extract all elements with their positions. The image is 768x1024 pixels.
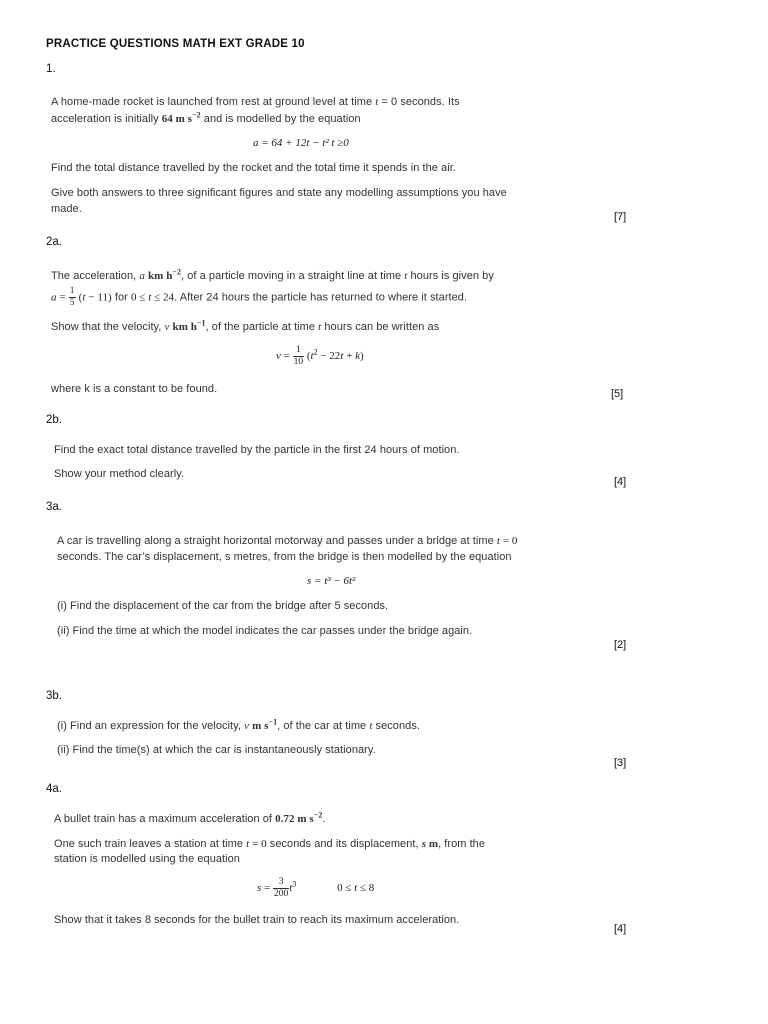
question-4a-equation: s = $\frac{3}{200}$ $t^3$ 0 ≤ t ≤ 8: [257, 877, 375, 899]
question-4a-line-4: Show that it takes 8 seconds for the bullet train to reach its maximum acceleration.: [54, 914, 460, 926]
question-2a-number: 2a.: [46, 236, 62, 248]
page-title: PRACTICE QUESTIONS MATH EXT GRADE 10: [46, 38, 305, 50]
question-3a-number: 3a.: [46, 501, 62, 513]
question-1-line-1: A home-made rocket is launched from rest at ground level at time t = 0 seconds. Its: [51, 96, 460, 108]
question-4a-line-2: One such train leaves a station at time t = 0 seconds and its displacement, s m, from the: [54, 838, 486, 850]
question-2a-marks: [5]: [611, 388, 624, 400]
question-3a-marks: [2]: [614, 639, 627, 651]
question-3b-number: 3b.: [46, 690, 62, 702]
question-2a-line-1: The acceleration, a km $h^{-2}$, of a particle moving in a straight line at time t hours is given by: [51, 267, 494, 282]
question-3a-line-2: seconds. The car’s displacement, s metres, from the bridge is then modelled by the equation: [57, 551, 512, 563]
question-4a-marks: [4]: [614, 923, 627, 935]
question-2b-line-2: Show your method clearly.: [54, 468, 185, 480]
question-2b-number: 2b.: [46, 414, 62, 426]
question-2a-velocity-equation: v = $\frac{1}{10}$ $(t^2 - 22t + k)$: [276, 345, 364, 367]
question-2a-line-4: where k is a constant to be found.: [51, 383, 218, 395]
question-4a-line-1: A bullet train has a maximum acceleration of 0.72 m $s^{-2}$.: [54, 810, 326, 825]
fraction-one-fifth: $\frac{1}{5}$: [69, 286, 75, 308]
question-3b-line-2: (ii) Find the time(s) at which the car is instantaneously stationary.: [57, 744, 376, 756]
question-3a-line-1: A car is travelling along a straight horizontal motorway and passes under a bridge at time t = 0: [57, 535, 518, 547]
question-1-equation: a = 64 + 12t − t² t ≥0: [253, 137, 349, 149]
question-1-line-3: Find the total distance travelled by the rocket and the total time it spends in the air.: [51, 162, 456, 174]
question-2a-line-3: Show that the velocity, v km $h^{-1}$, of the particle at time t hours can be written as: [51, 318, 440, 333]
question-2a-line-2: a = $\frac{1}{5}$ (t − 11) for 0 ≤ t ≤ 24. After 24 hours the particle has returned to where it started.: [51, 286, 468, 308]
question-3a-line-3: (i) Find the displacement of the car from the bridge after 5 seconds.: [57, 600, 389, 612]
question-1-line-4: Give both answers to three significant figures and state any modelling assumptions you have: [51, 187, 507, 199]
question-2b-line-1: Find the exact total distance travelled by the particle in the first 24 hours of motion.: [54, 444, 460, 456]
question-4a-line-3: station is modelled using the equation: [54, 853, 240, 865]
question-1-line-5: made.: [51, 203, 82, 215]
question-3b-line-1: (i) Find an expression for the velocity, v m $s^{-1}$, of the car at time t seconds.: [57, 717, 420, 732]
question-1-marks: [7]: [614, 211, 627, 223]
question-2b-marks: [4]: [614, 476, 627, 488]
question-4a-number: 4a.: [46, 783, 62, 795]
question-3a-equation: s = t³ − 6t²: [307, 575, 356, 587]
question-1-line-2: acceleration is initially 64 m $s^{-2}$ and is modelled by the equation: [51, 110, 361, 125]
question-3a-line-4: (ii) Find the time at which the model indicates the car passes under the bridge again.: [57, 625, 473, 637]
question-3b-marks: [3]: [614, 757, 627, 769]
question-1-number: 1.: [46, 63, 56, 75]
